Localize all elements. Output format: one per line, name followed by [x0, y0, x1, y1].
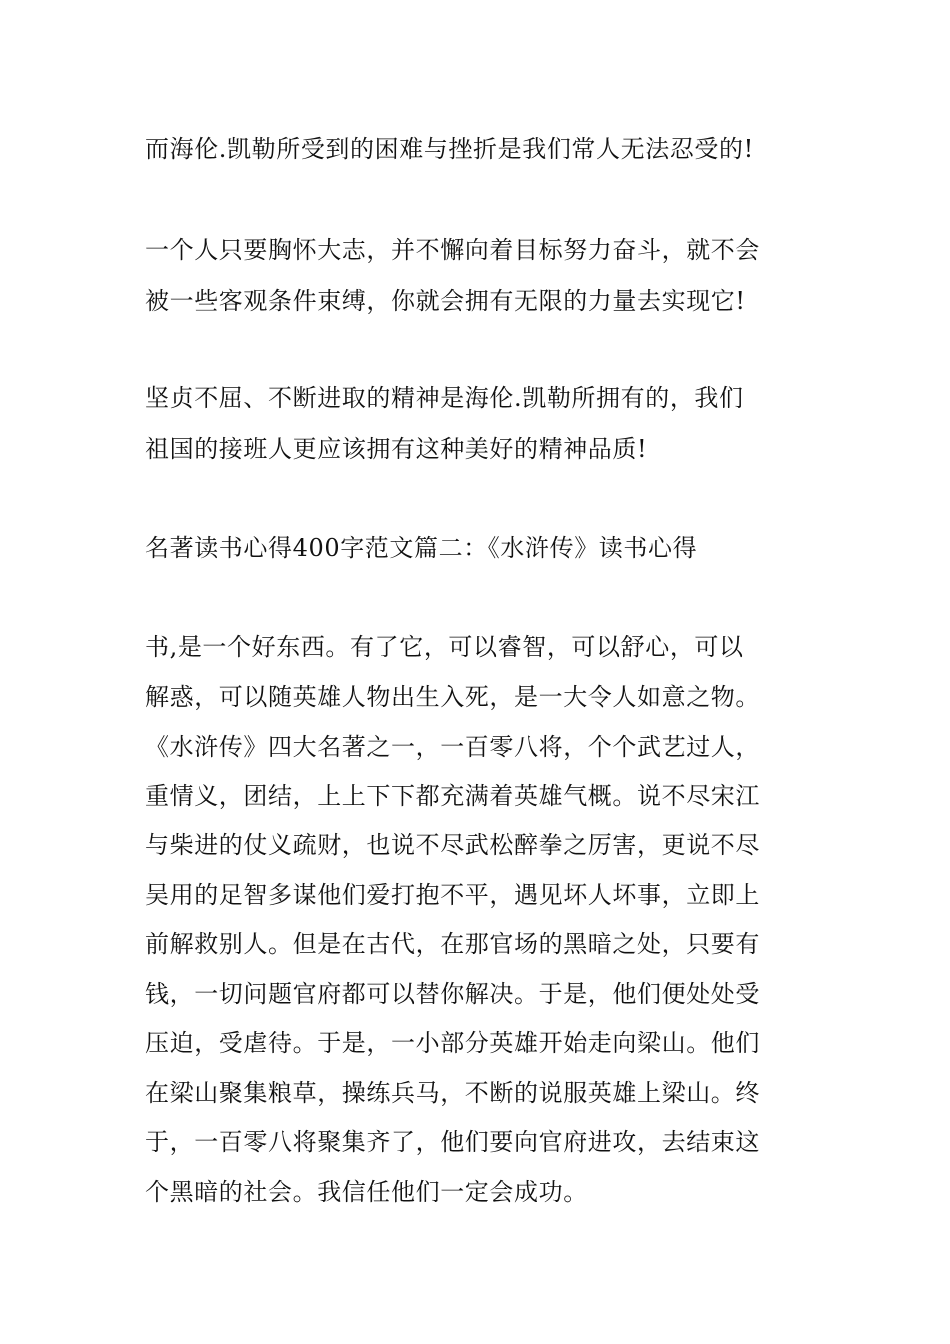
paragraph-3-line-2: 祖国的接班人更应该拥有这种美好的精神品质!: [145, 435, 648, 463]
paragraph-4-line-9: 压迫，受虐待。于是，一小部分英雄开始走向梁山。他们: [145, 1029, 760, 1057]
paragraph-1-line-1: 而海伦.凯勒所受到的困难与挫折是我们常人无法忍受的!: [145, 135, 754, 163]
paragraph-2-line-1: 一个人只要胸怀大志，并不懈向着目标努力奋斗，就不会: [145, 236, 760, 264]
paragraph-4-line-1: 书,是一个好东西。有了它，可以睿智，可以舒心，可以: [145, 633, 744, 661]
section-heading: 名著读书心得400字范文篇二：《水浒传》读书心得: [145, 534, 698, 562]
paragraph-4-line-5: 与柴进的仗义疏财，也说不尽武松醉拳之厉害，更说不尽: [145, 831, 760, 859]
paragraph-4-line-10: 在梁山聚集粮草，操练兵马，不断的说服英雄上梁山。终: [145, 1079, 760, 1107]
paragraph-4-line-11: 于，一百零八将聚集齐了，他们要向官府进攻，去结束这: [145, 1128, 760, 1156]
paragraph-4-line-2: 解惑，可以随英雄人物出生入死，是一大令人如意之物。: [145, 683, 760, 711]
paragraph-4-line-6: 吴用的足智多谋他们爱打抱不平，遇见坏人坏事，立即上: [145, 881, 760, 909]
paragraph-4-line-7: 前解救别人。但是在古代，在那官场的黑暗之处，只要有: [145, 930, 760, 958]
paragraph-4-line-3: 《水浒传》四大名著之一，一百零八将，个个武艺过人，: [145, 733, 760, 761]
paragraph-4-line-4: 重情义，团结，上上下下都充满着英雄气概。说不尽宋江: [145, 782, 760, 810]
paragraph-3-line-1: 坚贞不屈、不断进取的精神是海伦.凯勒所拥有的，我们: [145, 384, 744, 412]
paragraph-2-line-2: 被一些客观条件束缚，你就会拥有无限的力量去实现它!: [145, 287, 746, 315]
paragraph-4-line-12: 个黑暗的社会。我信任他们一定会成功。: [145, 1178, 588, 1206]
paragraph-4-line-8: 钱，一切问题官府都可以替你解决。于是，他们便处处受: [145, 980, 760, 1008]
